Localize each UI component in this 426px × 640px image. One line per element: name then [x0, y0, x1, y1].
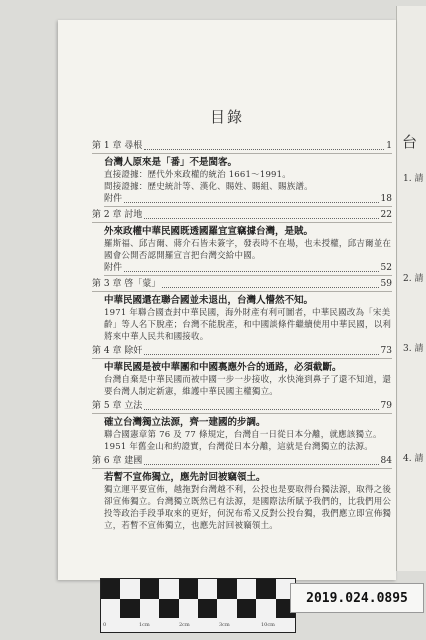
chapter-subtitle: 若暫不宣佈獨立，應先討回被竊領土。	[104, 472, 266, 483]
chapter-entry	[92, 400, 392, 453]
chapter-title: 第 6 章 建國	[92, 456, 143, 466]
chapter-heading-line[interactable]	[92, 400, 392, 414]
page-title: 目錄	[209, 108, 244, 126]
ruler-label: 3cm	[219, 622, 230, 628]
adjacent-page-item: 1. 請	[403, 174, 424, 184]
adjacent-page	[396, 6, 426, 571]
chapter-entry	[92, 455, 392, 532]
chapter-summary: 間接證據：歷史統計等、漢化、賜姓、賜組、賜族譜。	[104, 182, 313, 192]
chapter-entry	[92, 345, 392, 398]
chapter-subtitle: 中華民國還在聯合國並未退出，台灣人懵然不知。	[104, 295, 314, 306]
chapter-title: 第 4 章 除奸	[92, 346, 143, 356]
adjacent-page-item: 2. 請	[403, 274, 424, 284]
chapter-subtitle: 確立台灣獨立法源，齊一建國的步調。	[104, 417, 266, 428]
leader-dots	[144, 217, 378, 219]
leader-dots	[144, 148, 384, 150]
chapter-page-number: 22	[380, 210, 392, 220]
table-of-contents	[92, 140, 392, 534]
chapter-page-number: 59	[380, 279, 392, 289]
chapter-summary: 羅斯福、邱吉爾、蔣介石皆未簽字，發表時不在場，也未授權，邱吉爾並在國會公開否認開羅宣言把台灣交給中國。	[104, 239, 392, 261]
adjacent-page-item: 3. 請	[403, 344, 424, 354]
chapter-entry	[92, 140, 392, 207]
adjacent-page-item: 4. 請	[403, 454, 424, 464]
ruler-label: 1cm	[139, 622, 150, 628]
leader-dots	[144, 408, 378, 410]
chapter-title: 第 2 章 討地	[92, 210, 143, 220]
chapter-entry	[92, 209, 392, 276]
measurement-ruler	[100, 618, 296, 633]
chapter-heading-line[interactable]	[92, 209, 392, 223]
chapter-summary: 1951 年舊金山和約證實，台灣從日本分離，這就是台灣獨立的法源。	[104, 442, 373, 452]
appendix-label: 附件	[104, 194, 123, 204]
document-page	[58, 20, 396, 580]
chapter-subtitle: 中華民國是被中華團和中國裏應外合的通路，必須截斷。	[104, 362, 342, 373]
ruler-label: 0	[103, 622, 107, 628]
leader-dots	[162, 286, 378, 288]
chapter-page-number: 73	[380, 346, 392, 356]
appendix-line[interactable]	[104, 262, 392, 276]
appendix-line[interactable]	[104, 193, 392, 207]
chapter-summary: 1971 年聯合國查封中華民國，海外財產有利可圖者，中華民國改為「宋美齡」等人名下脫產；台灣不能脫產，和中國談條件繼續使用中華民國，以利將來中華人民共和國接收。	[104, 308, 392, 342]
chapter-title: 第 3 章 啓「蒙」	[92, 279, 161, 289]
chapter-page-number: 1	[386, 141, 392, 151]
chapter-summary: 直接證據：歷代外來政權的統治 1661～1991。	[104, 170, 291, 180]
chapter-heading-line[interactable]	[92, 455, 392, 469]
leader-dots	[144, 353, 378, 355]
chapter-subtitle: 台灣人原來是「番」不是閩客。	[104, 157, 238, 168]
chapter-heading-line[interactable]	[92, 345, 392, 359]
chapter-page-number: 84	[380, 456, 392, 466]
appendix-page-number: 18	[380, 194, 392, 204]
leader-dots	[144, 463, 378, 465]
chapter-heading-line[interactable]	[92, 278, 392, 292]
chapter-heading-line[interactable]	[92, 140, 392, 154]
chapter-subtitle: 外來政權中華民國既透國羅宜宣竊據台灣，是賊。	[104, 226, 314, 237]
chapter-summary: 獨立運平要宣佈，越拖對台灣越不利，公投也是要取得台獨法源，取得之後卻宣佈獨立。台灣獨立既然已有法源，是國際法所賦予我們的，比我們用公投等政治手段爭取來的更好，何況布希又反對公投台獨，我們應立即宣佈獨立，若暫不宣佈獨立，也應先討回被竊領土。	[104, 485, 392, 531]
adjacent-page-heading: 台	[402, 133, 418, 151]
chapter-title: 第 5 章 立法	[92, 401, 143, 411]
checker-scale-bar	[100, 578, 296, 620]
appendix-label: 附件	[104, 263, 123, 273]
chapter-title: 第 1 章 尋根	[92, 141, 143, 151]
chapter-summary: 聯合國憲章第 76 及 77 條規定，台灣自一日從日本分離，就應該獨立。	[104, 430, 382, 440]
leader-dots	[124, 270, 379, 272]
appendix-page-number: 52	[380, 263, 392, 273]
leader-dots	[124, 201, 379, 203]
accession-number-label: 2019.024.0895	[290, 583, 424, 613]
ruler-label: 2cm	[179, 622, 190, 628]
chapter-page-number: 79	[380, 401, 392, 411]
chapter-entry	[92, 278, 392, 343]
ruler-label: 10cm	[261, 622, 275, 628]
chapter-summary: 台灣自棄是中華民國而被中國一步一步接收，水快淹到鼻子了還不知道，還要台灣人制定新憲，維護中華民國主權獨立。	[104, 375, 392, 397]
